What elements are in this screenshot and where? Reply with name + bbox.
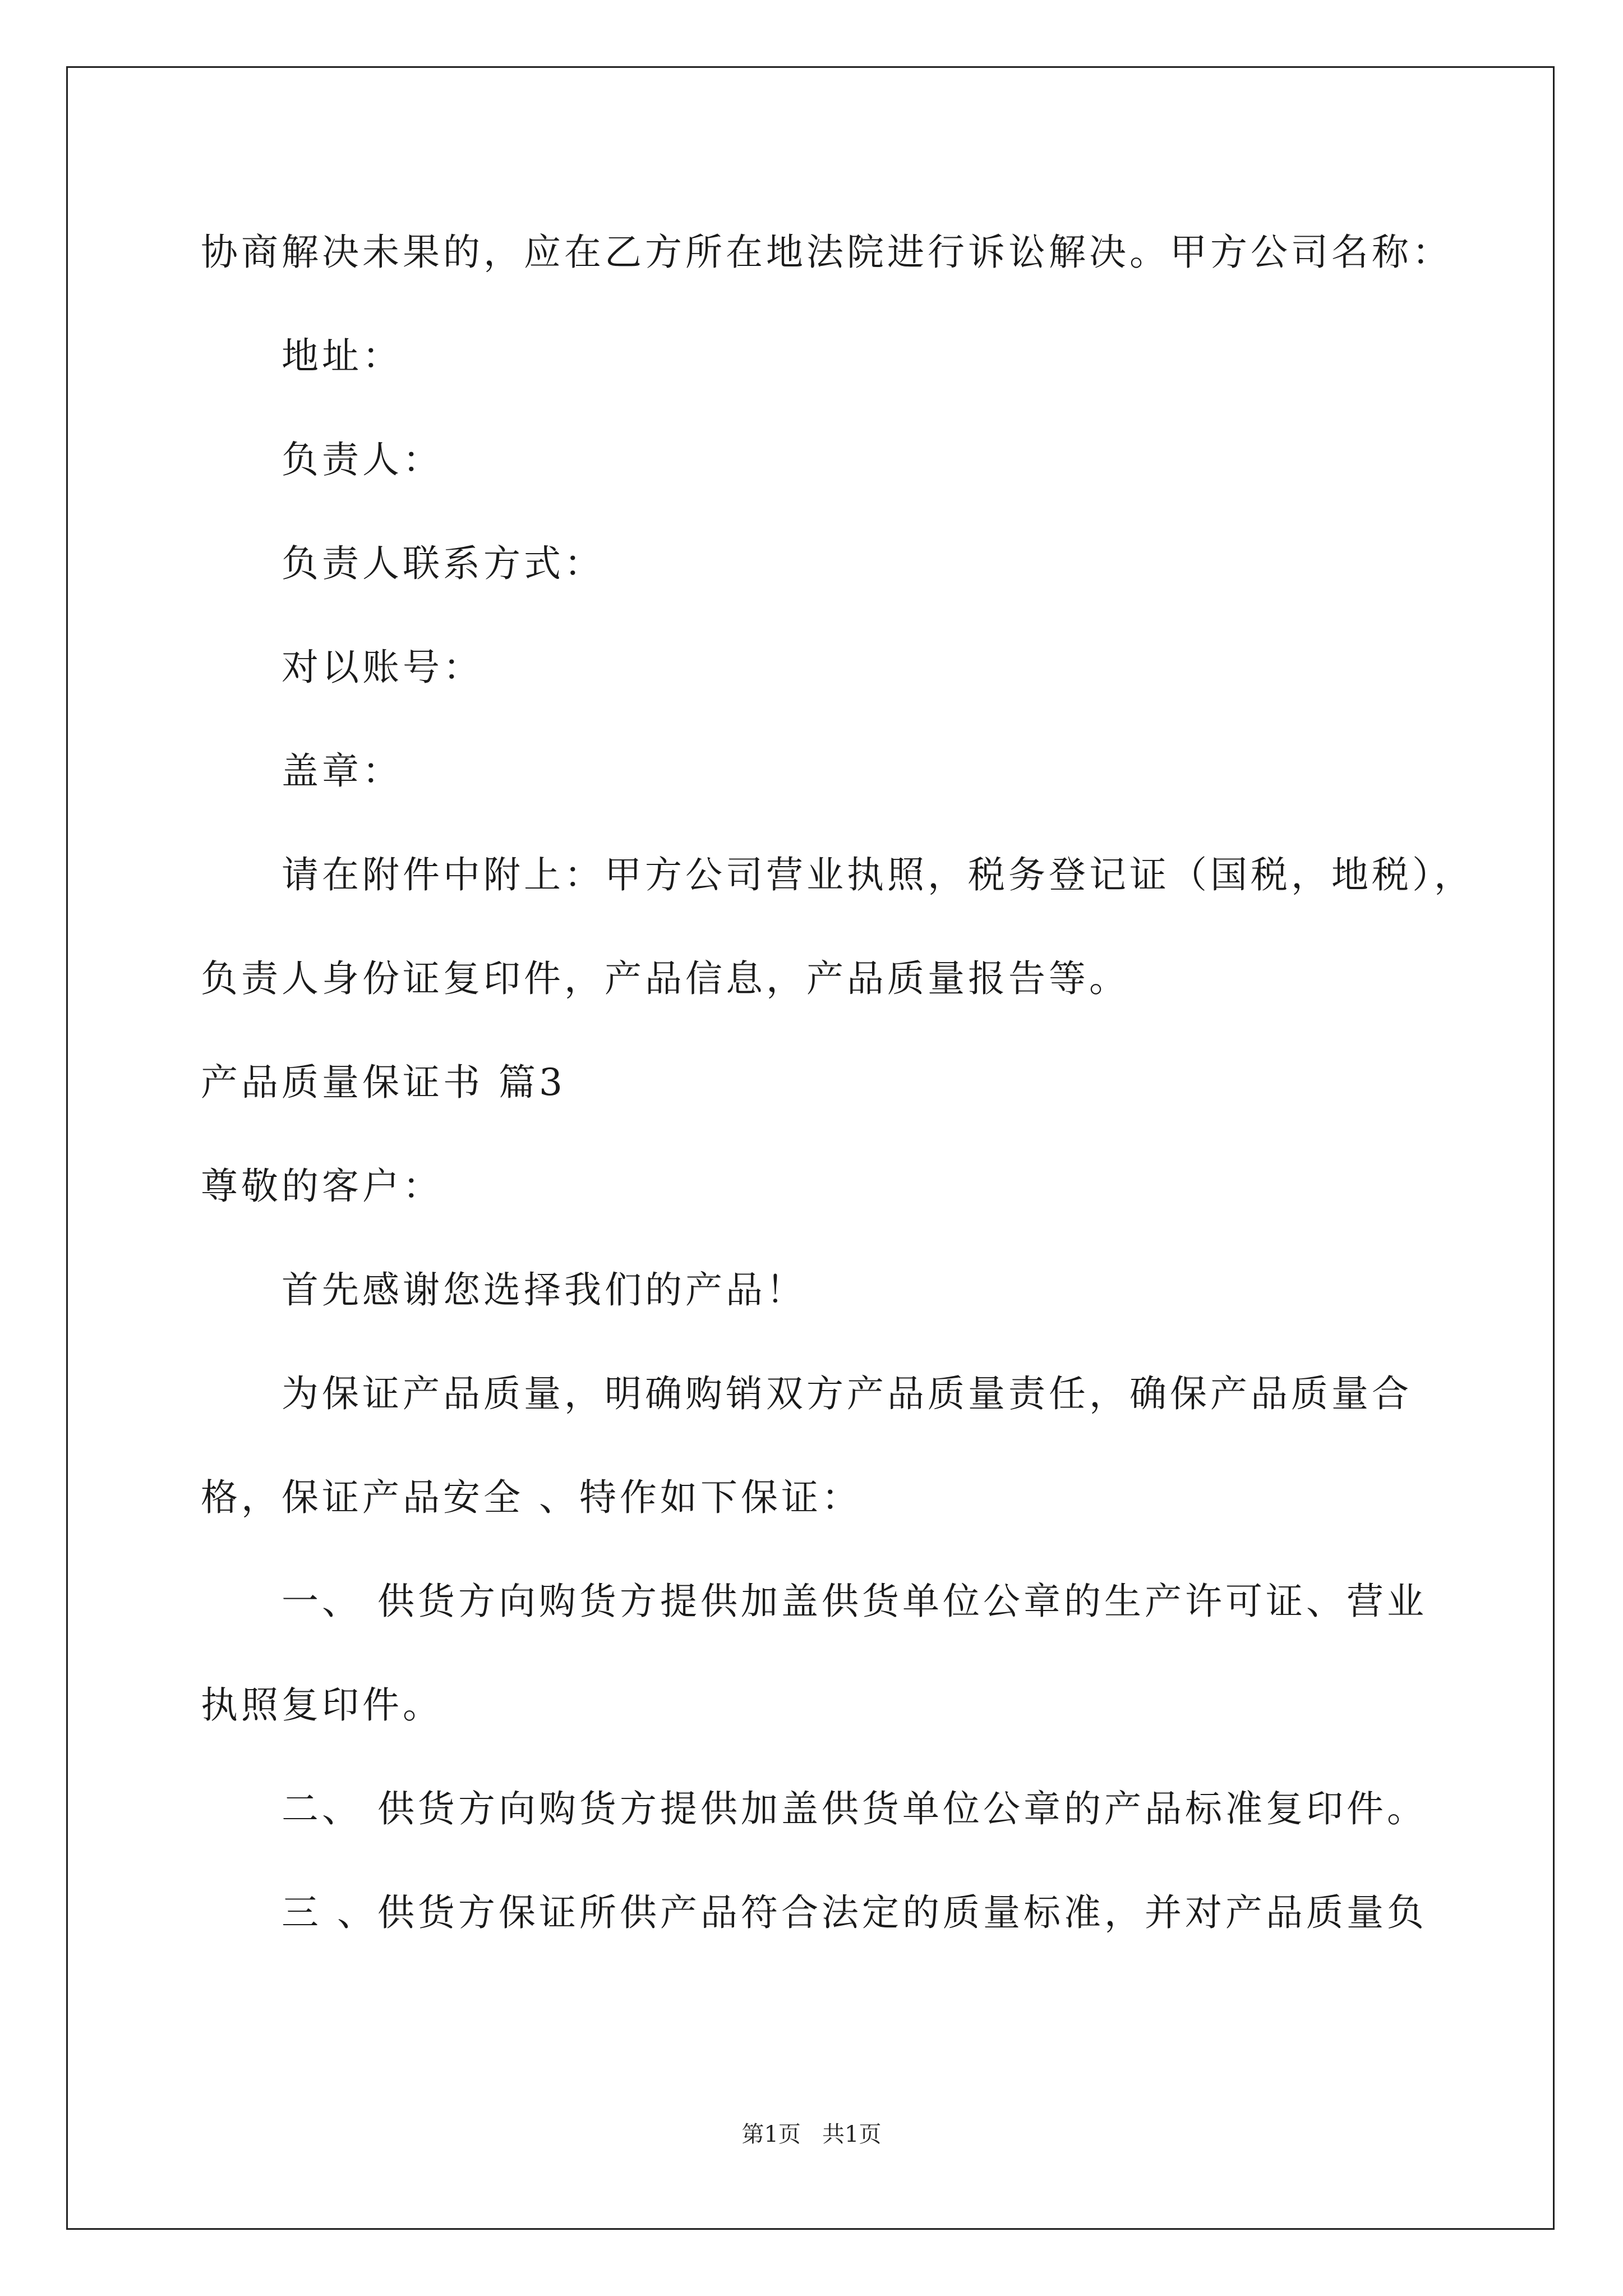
text-line-purpose-cont: 格，保证产品安全 、特作如下保证： (201, 1476, 862, 1519)
text-line-attachments-cont: 负责人身份证复印件，产品信息，产品质量报告等。 (201, 957, 1129, 1000)
text-line-item-2: 二、 供货方向购货方提供加盖供货单位公章的产品标准复印件。 (282, 1787, 1427, 1830)
text-line-attachments: 请在附件中附上：甲方公司营业执照，税务登记证（国税，地税）， (282, 853, 1474, 896)
section-heading: 产品质量保证书 篇3 (201, 1061, 566, 1104)
text-line-settlement: 协商解决未果的，应在乙方所在地法院进行诉讼解决。甲方公司名称： (201, 231, 1453, 274)
text-line-seal: 盖章： (282, 749, 403, 793)
text-line-item-1: 一、 供货方向购货方提供加盖供货单位公章的生产许可证、营业 (282, 1580, 1427, 1623)
text-line-item-1-cont: 执照复印件。 (201, 1683, 443, 1727)
text-line-item-3: 三 、供货方保证所供产品符合法定的质量标准，并对产品质量负 (282, 1891, 1427, 1934)
text-line-person-in-charge: 负责人： (282, 438, 443, 481)
text-line-salutation: 尊敬的客户： (201, 1165, 443, 1208)
text-line-thanks: 首先感谢您选择我们的产品！ (282, 1268, 806, 1312)
text-line-contact: 负责人联系方式： (282, 542, 605, 585)
text-line-purpose: 为保证产品质量，明确购销双方产品质量责任，确保产品质量合 (282, 1372, 1412, 1415)
text-line-account: 对以账号： (282, 646, 483, 689)
page-footer: 第1页 共1页 (741, 2122, 882, 2147)
text-line-address: 地址： (282, 334, 403, 378)
